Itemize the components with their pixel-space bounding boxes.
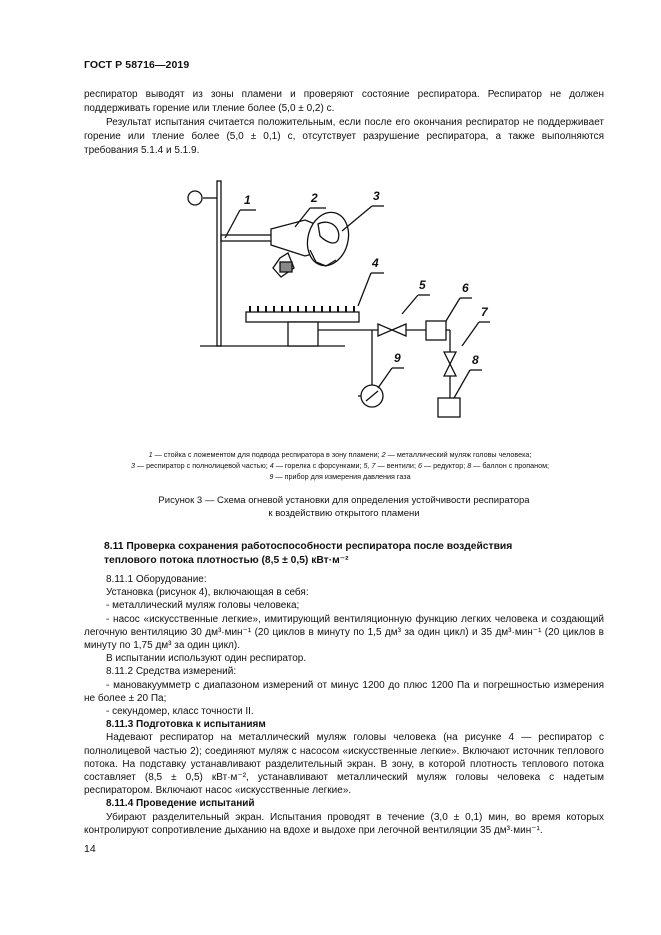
figure-legend-line-1: 1 — стойка с ложементом для подвода респиратора в зону пламени; 2 — металлический муляж головы человека; — [148, 450, 532, 459]
label-9: 9 — [394, 351, 401, 365]
propane-cylinder-8 — [438, 398, 460, 417]
section-heading — [104, 540, 604, 567]
s2-item-1: - мановакуумметр с диапазоном измерений от минус 1200 до плюс 1200 Па и погрешностью измерения не более ± 20 Па; — [84, 679, 604, 704]
burner-body — [246, 312, 359, 322]
figure-title-line-1: Рисунок 3 — Схема огневой установки для определения устойчивости респиратора — [158, 495, 530, 506]
section-heading-line-1: 8.11 Проверка сохранения работоспособности респиратора после воздействия — [104, 541, 513, 552]
label-5: 5 — [419, 278, 426, 292]
figure-legend-line-2: 3 — респиратор с полнолицевой частью; 4 — горелка с форсунками; 5, 7 — вентили; 6 — редуктор; 8 — баллон с пропаном; — [130, 461, 550, 470]
s1-item-2: - насос «искусственные легкие», имитирующий вентиляционную функцию легких человека и создающий легочную вентиляцию 30 дм³·мин⁻¹ (20 циклов в минуту по 1,5 дм³ за один цикл) и 35 дм³·мин⁻¹ (20 циклов в минуту по 1,75 дм³ за один цикл). — [84, 613, 604, 652]
label-1: 1 — [244, 193, 251, 207]
section-heading-line-2: теплового потока плотностью (8,5 ± 0,5) кВт·м⁻² — [104, 554, 349, 566]
fire-setup-diagram — [170, 180, 510, 445]
s4-heading: 8.11.4 Проведение испытаний — [106, 798, 255, 810]
intro-paragraph-1: респиратор выводят из зоны пламени и проверяют состояние респиратора. Респиратор не должен поддерживать горение или тление более (5,0 ± 0,2) с. — [84, 89, 604, 114]
respirator-mask — [302, 208, 355, 271]
intro-paragraph-2: Результат испытания считается положительным, если после его окончания респиратор не поддерживает горение или тление более (5,0 ± 0,1) с, отсутствует разрушение респиратора, а также выполняются требования 5.1.4 и 5.1.9. — [84, 117, 604, 156]
burner-support — [288, 322, 318, 346]
s1-note: В испытании используют один респиратор. — [106, 653, 307, 665]
document-header: ГОСТ Р 58716—2019 — [84, 59, 190, 71]
s1-intro: Установка (рисунок 4), включающая в себя: — [106, 587, 309, 599]
s4-paragraph: Убирают разделительный экран. Испытания проводят в течение (3,0 ± 0,1) мин, во время которых контролируют сопротивление дыханию на вдохе и выдохе при легочной вентиляции 35 дм³·мин⁻¹. — [84, 811, 604, 836]
label-7: 7 — [481, 305, 488, 319]
label-2: 2 — [311, 191, 318, 205]
reducer-6 — [426, 321, 446, 340]
valve-5 — [378, 324, 406, 336]
label-8: 8 — [472, 353, 479, 367]
stand-knob — [188, 191, 202, 205]
s2-title: 8.11.2 Средства измерений: — [106, 666, 237, 678]
stand-cradle — [221, 235, 273, 241]
s1-title: 8.11.1 Оборудование: — [106, 574, 207, 585]
label-3: 3 — [373, 189, 380, 203]
figure-title-line-2: к воздействию открытого пламени — [268, 508, 420, 519]
label-6: 6 — [462, 281, 469, 295]
label-4: 4 — [372, 256, 379, 270]
valve-7 — [444, 352, 456, 376]
s3-paragraph: Надевают респиратор на металлический муляж головы человека (на рисунке 4 — респиратор с полнолицевой частью 2); соединяют муляж с насосом «искусственные легкие». Включают источник теплового потока. На подставку устанавливают разделительный экран. В зону, в которой плотность теплового потока составляет (8,5 ± 0,5) кВт·м⁻², устанавливают металлический муляж головы человека с надетым респиратором. Включают насос «искусственные легкие». — [84, 732, 604, 797]
stand-pole — [217, 181, 221, 346]
s2-item-2: - секундомер, класс точности II. — [106, 706, 254, 718]
section-body — [84, 573, 604, 837]
s3-heading: 8.11.3 Подготовка к испытаниям — [106, 719, 266, 731]
figure-legend-line-3: 9 — прибор для измерения давления газа — [269, 472, 411, 481]
s1-item-1: - металлический муляж головы человека; — [106, 600, 300, 612]
page-number: 14 — [84, 843, 96, 855]
